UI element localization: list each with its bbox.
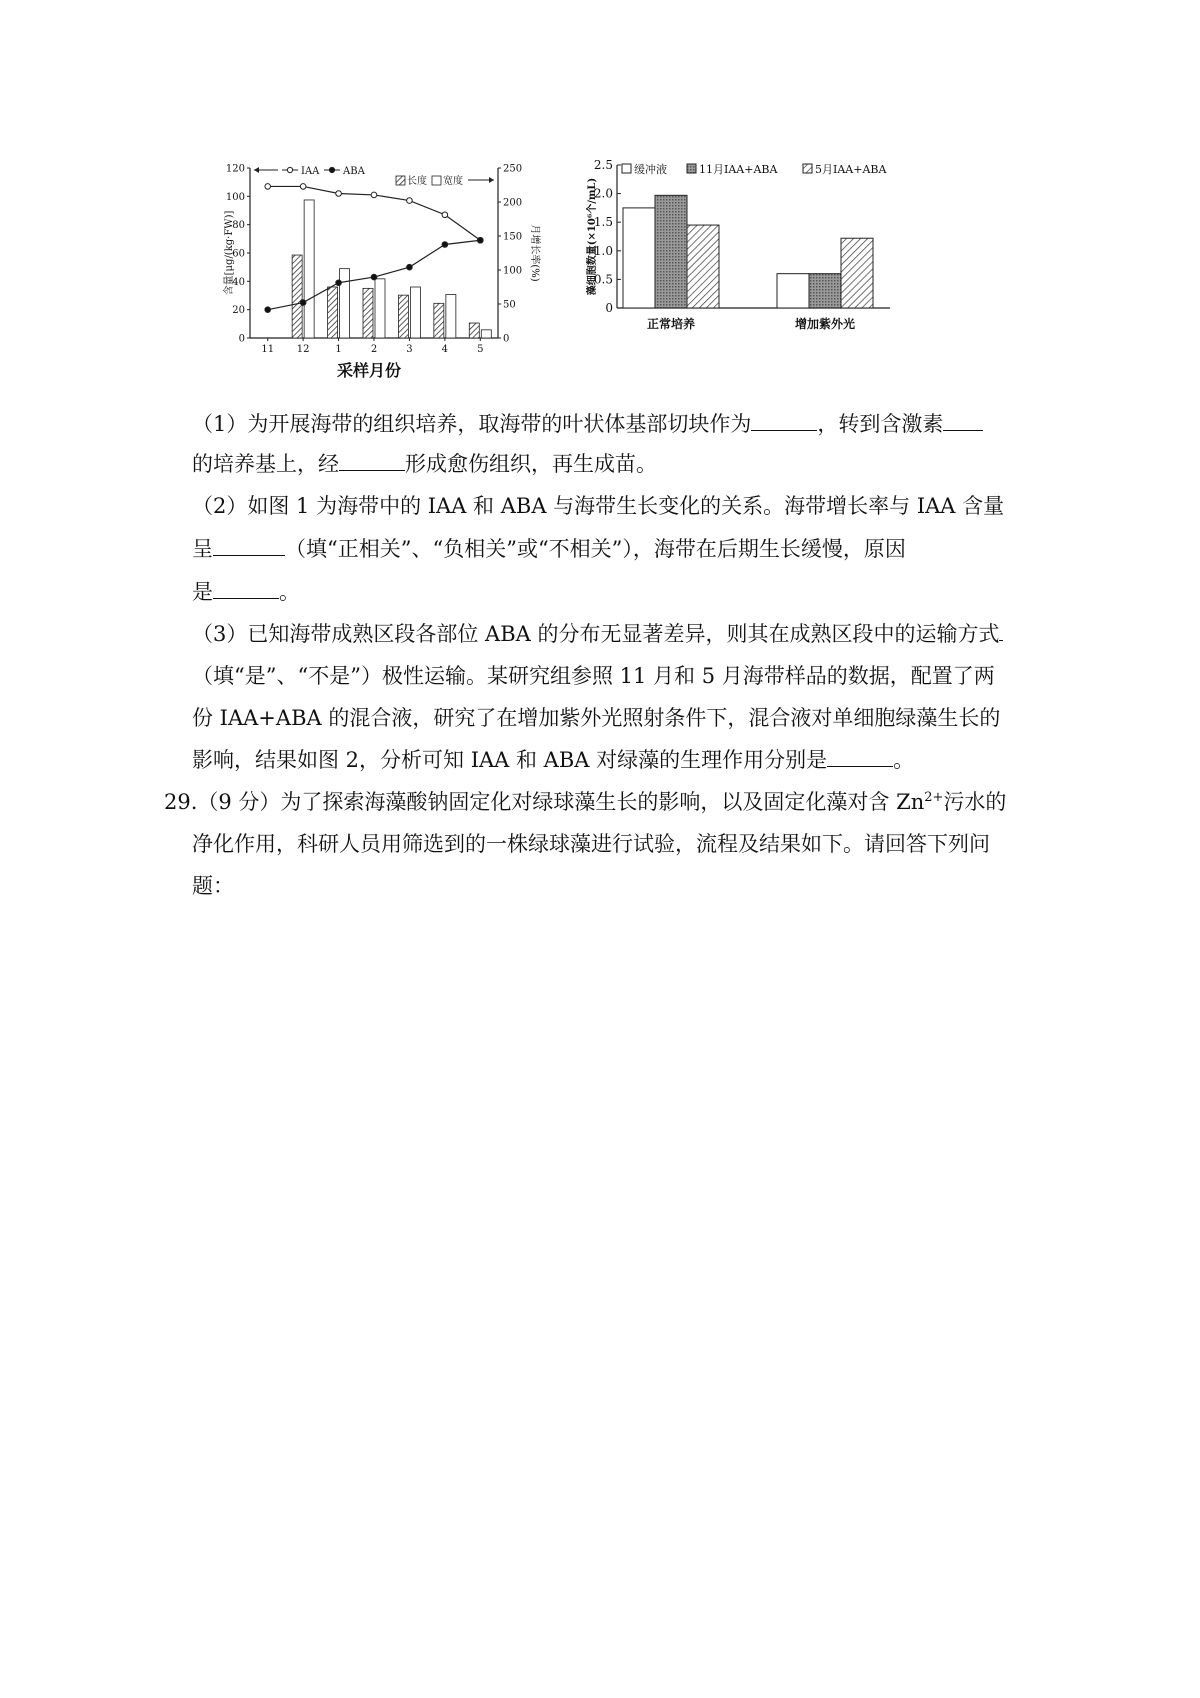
iaa-point [407,198,413,204]
figure-2-chart [585,160,985,390]
q3-line-2 [192,664,995,688]
q29-line-2 [192,832,990,856]
q2-text-a: （2）如图 1 为海带中的 IAA 和 ABA 与海带生长变化的关系。海带增长率与 IAA 含量 [192,494,1005,518]
bar-length [434,303,444,338]
x-tick-label: 12 [296,344,310,355]
bar-width [304,200,314,338]
legend-aba-label: ABA [343,166,365,177]
q1-text-b: ，转到含激素 [817,412,944,436]
y-tick-label: 120 [225,163,245,175]
q3-blank-2 [827,748,893,767]
bar-buffer [777,274,809,308]
q2-line-3 [192,580,300,604]
q2-text-b: 呈 [192,537,213,561]
legend-arrowhead-right [489,177,494,183]
x-tick-label: 3 [406,344,413,355]
q3-blank-1 [999,622,1003,641]
y2-tick-label: 200 [503,197,523,209]
y-tick-label: 100 [225,191,245,203]
x-tick-label: 11 [261,344,275,355]
y-tick-label: 0 [238,333,245,345]
bar-buffer [623,208,655,308]
aba-point [477,237,483,243]
x-tick-label: 正常培养 [646,317,696,331]
bar-may-iaa-aba [687,225,719,308]
bar-nov-iaa-aba [809,274,841,308]
bar-width [446,294,456,338]
legend-swatch [803,164,812,173]
q3-line-3 [192,706,1000,730]
x-tick-label: 2 [370,344,378,355]
legend-width-swatch [432,176,441,185]
q29-line-3 [192,874,234,898]
y2-tick-label: 0 [503,333,510,345]
legend-label: 缓冲液 [634,163,667,176]
y-tick-label: 2.5 [593,160,613,172]
q3-line-4 [192,748,914,772]
legend-swatch [622,164,631,173]
q3-text-a: （3）已知海带成熟区段各部位 ABA 的分布无显著差异，则其在成熟区段中的运输方式 [192,622,1000,646]
legend-label: 5月IAA+ABA [815,163,887,176]
y-tick-label: 1.5 [593,215,613,230]
iaa-point [265,184,271,190]
q29-line-1 [164,790,1006,814]
q1-text-c: 的培养基上，经 [192,452,339,476]
aba-point [300,300,306,306]
q2-blank-1 [213,537,285,556]
q1-line-2 [192,452,657,476]
q1-text-a: （1）为开展海带的组织培养，取海带的叶状体基部切块作为 [192,412,752,436]
bar-width [410,287,420,338]
iaa-point [442,212,448,218]
q2-blank-2 [213,580,279,599]
bar-length [292,255,302,338]
legend-arrowhead-left [254,167,259,173]
y2-tick-label: 250 [503,163,523,175]
q2-text-c: （填“正相关”、“负相关”或“不相关”），海带在后期生长缓慢，原因 [285,537,906,561]
y-tick-label: 0.5 [593,272,613,287]
q2-text-d: 是 [192,580,213,604]
q29-superscript: 2+ [924,790,944,805]
y-tick-label: 60 [232,248,245,260]
iaa-point [336,191,342,197]
bar-width [375,279,385,338]
y2-tick-label: 50 [503,299,516,311]
bar-width [481,330,491,338]
y2-tick-label: 150 [503,231,523,243]
q3-text-e: 。 [893,748,915,772]
q2-text-e: 。 [279,580,300,604]
q2-line-1 [192,494,1004,518]
y-tick-label: 40 [232,276,245,288]
x-tick-label: 1 [335,344,342,355]
y-tick-label: 20 [232,305,245,317]
q29-text-d: 题： [192,874,234,898]
iaa-point [300,184,306,190]
aba-point [371,274,377,280]
bar-width [340,269,350,338]
bar-may-iaa-aba [841,238,873,308]
bar-length [328,287,338,338]
legend-width-label: 宽度 [443,176,463,187]
y-axis-title: 藻细胞数量(×10⁶个/mL) [587,177,598,296]
bar-length [363,288,373,338]
bar-nov-iaa-aba [655,195,687,308]
q3-text-c: 份 IAA+ABA 的混合液，研究了在增加紫外光照射条件下，混合液对单细胞绿藻生长的 [192,706,1001,730]
q1-line-1 [192,412,983,436]
q1-blank-3 [339,452,405,471]
x-tick-label: 增加紫外光 [794,317,856,331]
figure-1-chart [220,160,580,410]
q1-blank-2 [943,412,983,431]
iaa-point [371,192,377,198]
legend-length-swatch [396,176,405,185]
bar-length [469,323,479,338]
y-tick-label: 2.0 [593,186,613,201]
legend-label: 11月IAA+ABA [699,163,778,176]
q1-blank-1 [751,412,817,431]
x-tick-label: 4 [441,344,449,355]
y-tick-label: 1.0 [593,243,613,258]
y-tick-label: 80 [232,220,245,232]
q3-text-d: 影响，结果如图 2，分析可知 IAA 和 ABA 对绿藻的生理作用分别是 [192,748,828,772]
legend-swatch [687,164,696,173]
aba-point [265,307,271,313]
q3-text-b: （填“是”、“不是”）极性运输。某研究组参照 11 月和 5 月海带样品的数据，配置了两 [192,664,995,688]
x-tick-label: 5 [477,344,484,355]
y2-tick-label: 100 [503,265,523,277]
q2-line-2 [192,537,906,561]
aba-point [442,242,448,248]
y2-axis-title: 月增长率(%) [529,224,540,282]
x-axis-title: 采样月份 [336,361,402,380]
legend-iaa-label: IAA [301,166,320,177]
y-axis-title: 含量[μg/(kg·FW)] [224,210,235,296]
y-tick-label: 0 [605,301,613,315]
legend-iaa-marker [287,167,292,172]
legend-length-label: 长度 [407,176,427,187]
q29-text-b: 污水的 [943,790,1007,814]
q29-text-a: 29.（9 分）为了探索海藻酸钠固定化对绿球藻生长的影响，以及固定化藻对含 Zn [164,790,925,814]
aba-point [407,264,413,270]
q29-text-c: 净化作用，科研人员用筛选到的一株绿球藻进行试验，流程及结果如下。请回答下列问 [192,832,990,856]
q3-line-1 [192,622,1003,646]
aba-point [336,280,342,286]
legend-aba-marker [329,167,334,172]
q1-text-d: 形成愈伤组织，再生成苗。 [405,452,657,476]
bar-length [398,295,408,338]
